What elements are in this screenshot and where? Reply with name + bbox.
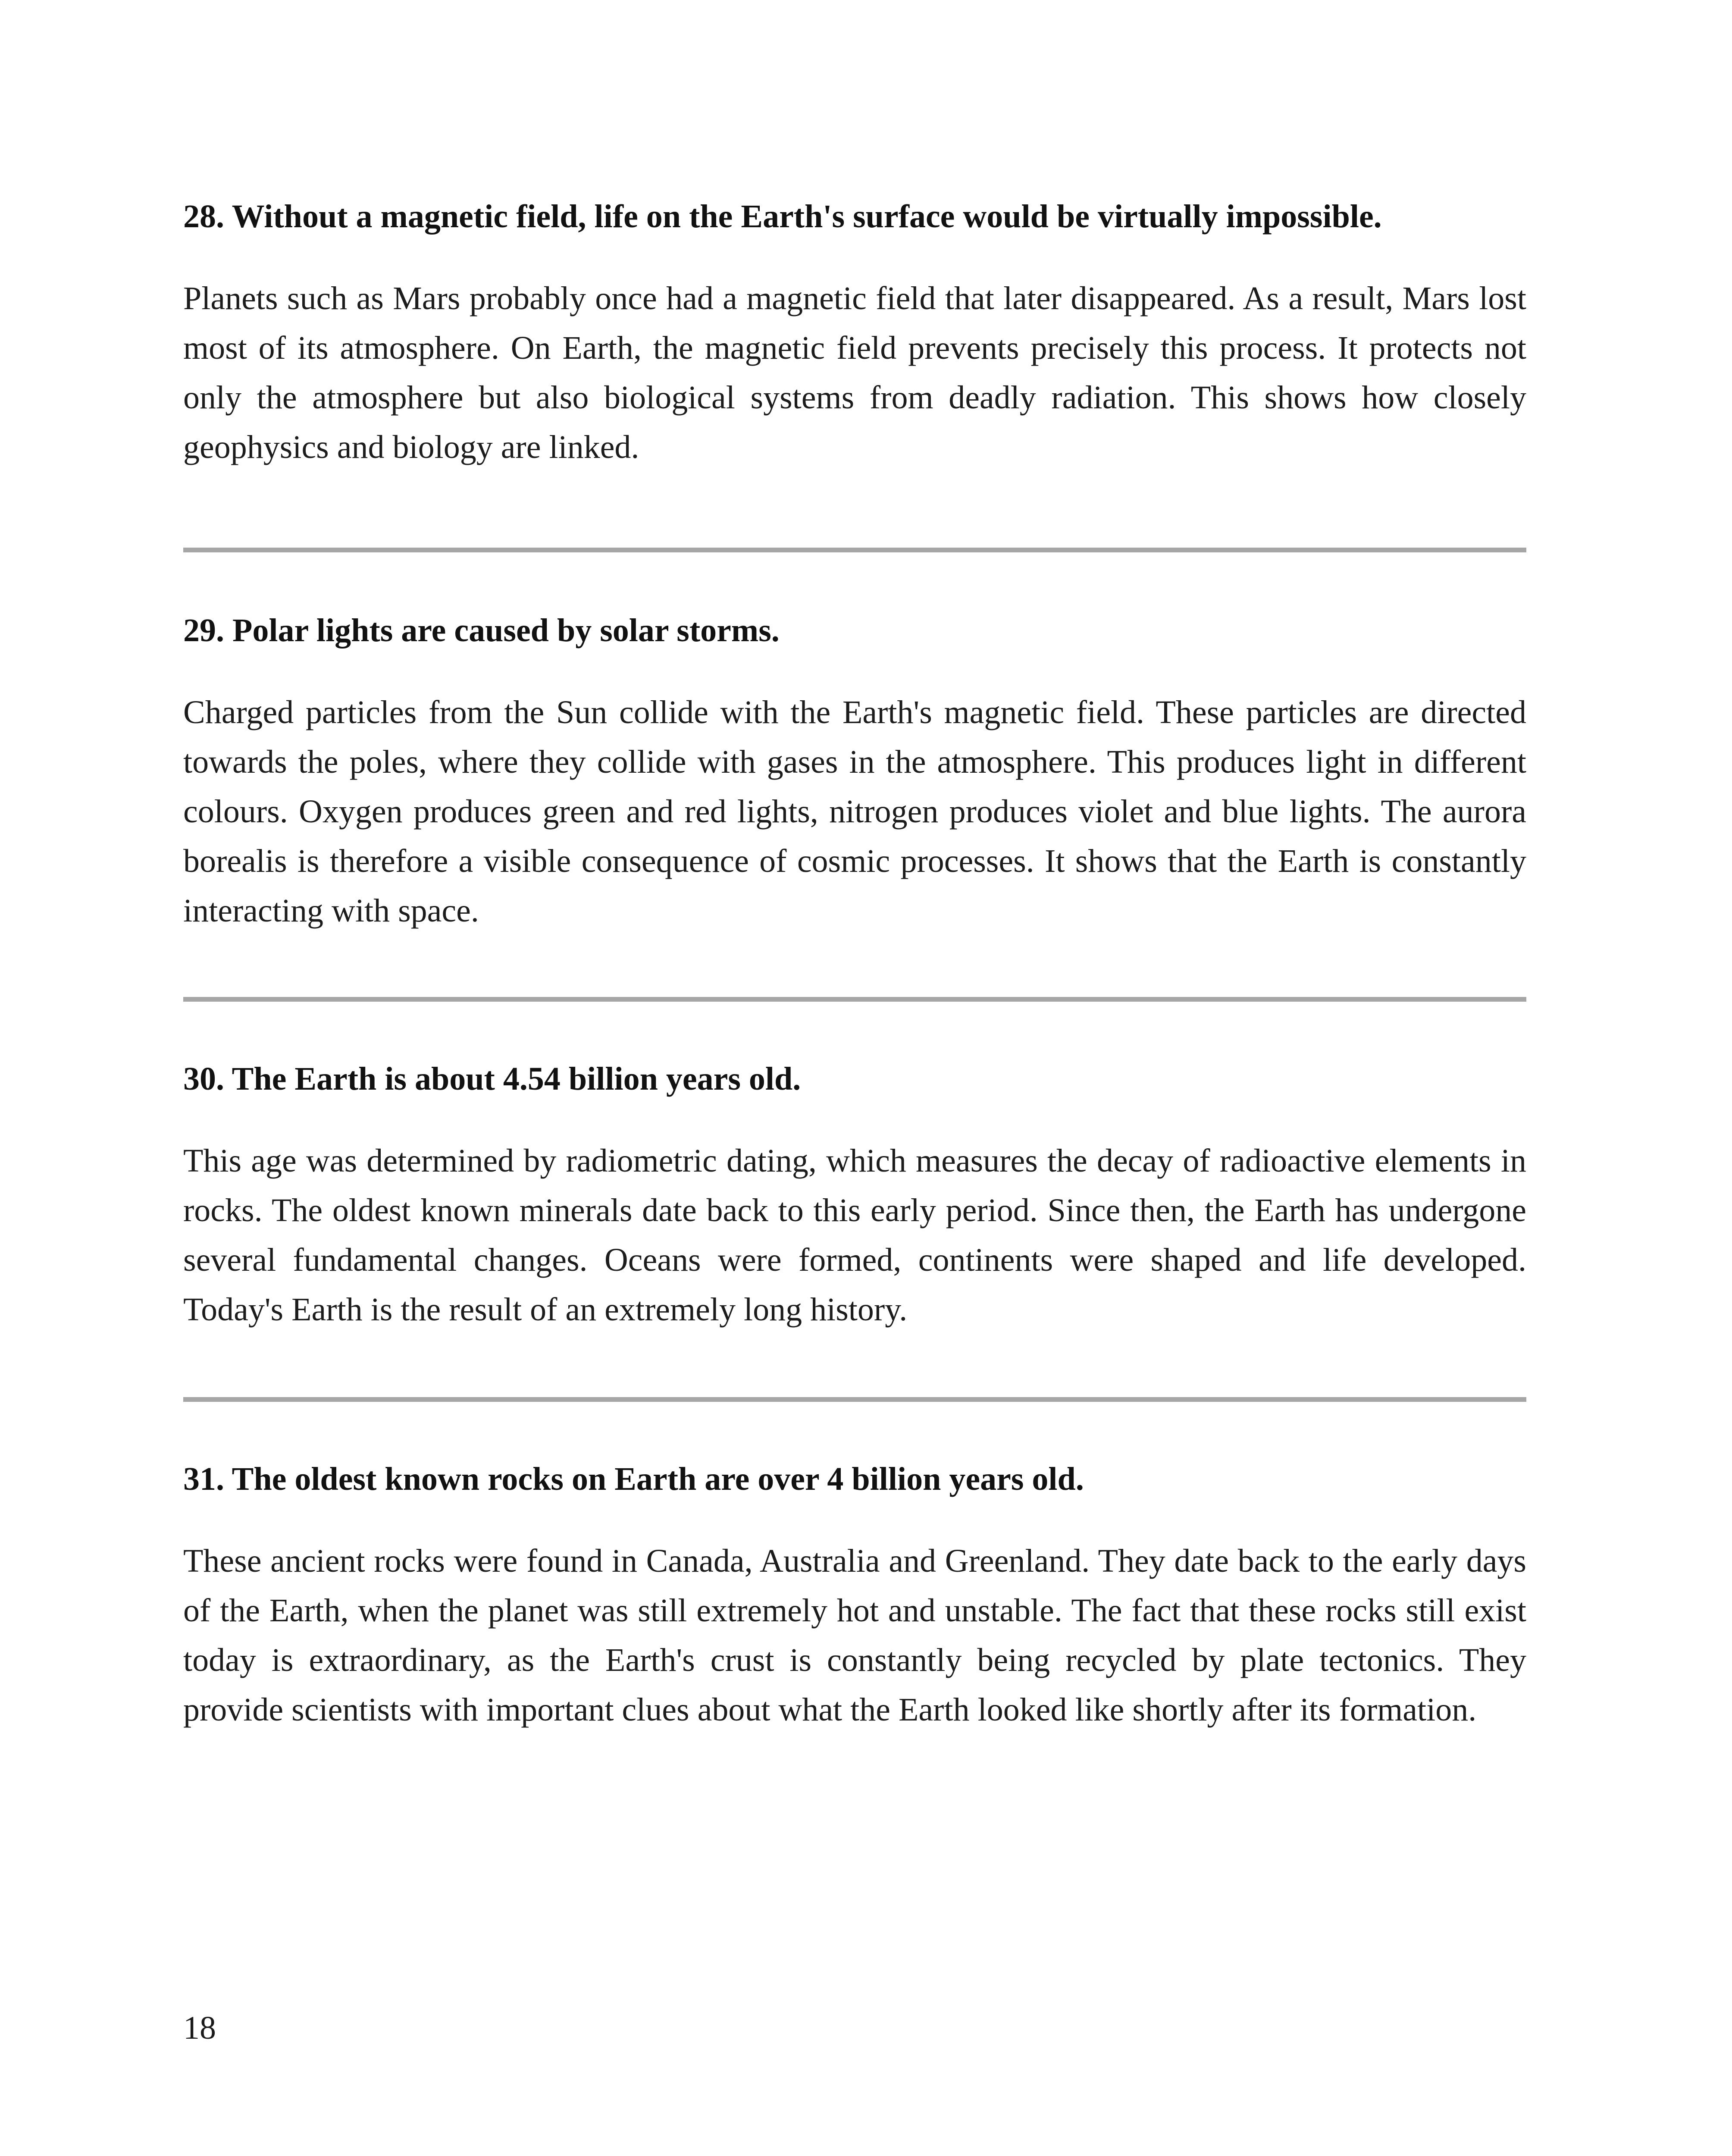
section-body: Charged particles from the Sun collide with the Earth's magnetic field. These particles are directed towards the poles, where they collide with gases in the atmosphere. This produces light in different colours. Oxygen produces green and red lights, nitrogen produces violet and blue lights. The aurora borealis is therefore a visible consequence of cosmic processes. It shows that the Earth is constantly interacting with space.: [183, 694, 1526, 929]
section-body: Planets such as Mars probably once had a magnetic field that later disappeared. As a result, Mars lost most of its atmosphere. On Earth, the magnetic field prevents precisely this process. It protects not only the atmosphere but also biological systems from deadly radiation. This shows how closely geophysics and biology are linked.: [183, 280, 1526, 465]
section-divider: [183, 1397, 1526, 1402]
page-number: 18: [183, 2010, 216, 2046]
section-divider: [183, 548, 1526, 552]
section-body: These ancient rocks were found in Canada, Australia and Greenland. They date back to the early days of the Earth, when the planet was still extremely hot and unstable. The fact that these rocks still exist today is extraordinary, as the Earth's crust is constantly being recycled by plate tectonics. They provide scientists with important clues about what the Earth looked like shortly after its formation.: [183, 1543, 1526, 1728]
fact-section-29: [183, 610, 1526, 936]
fact-section-28: [183, 196, 1526, 472]
fact-section-31: [183, 1459, 1526, 1735]
section-heading: 29. Polar lights are caused by solar storms.: [183, 612, 780, 649]
fact-section-30: [183, 1059, 1526, 1335]
section-heading: 28. Without a magnetic field, life on the Earth's surface would be virtually impossible.: [183, 198, 1382, 235]
section-heading: 31. The oldest known rocks on Earth are over 4 billion years old.: [183, 1461, 1084, 1497]
section-body: This age was determined by radiometric dating, which measures the decay of radioactive elements in rocks. The oldest known minerals date back to this early period. Since then, the Earth has undergone several fundamental changes. Oceans were formed, continents were shaped and life developed. Today's Earth is the result of an extremely long history.: [183, 1143, 1526, 1328]
section-divider: [183, 997, 1526, 1002]
section-heading: 30. The Earth is about 4.54 billion years old.: [183, 1061, 801, 1097]
